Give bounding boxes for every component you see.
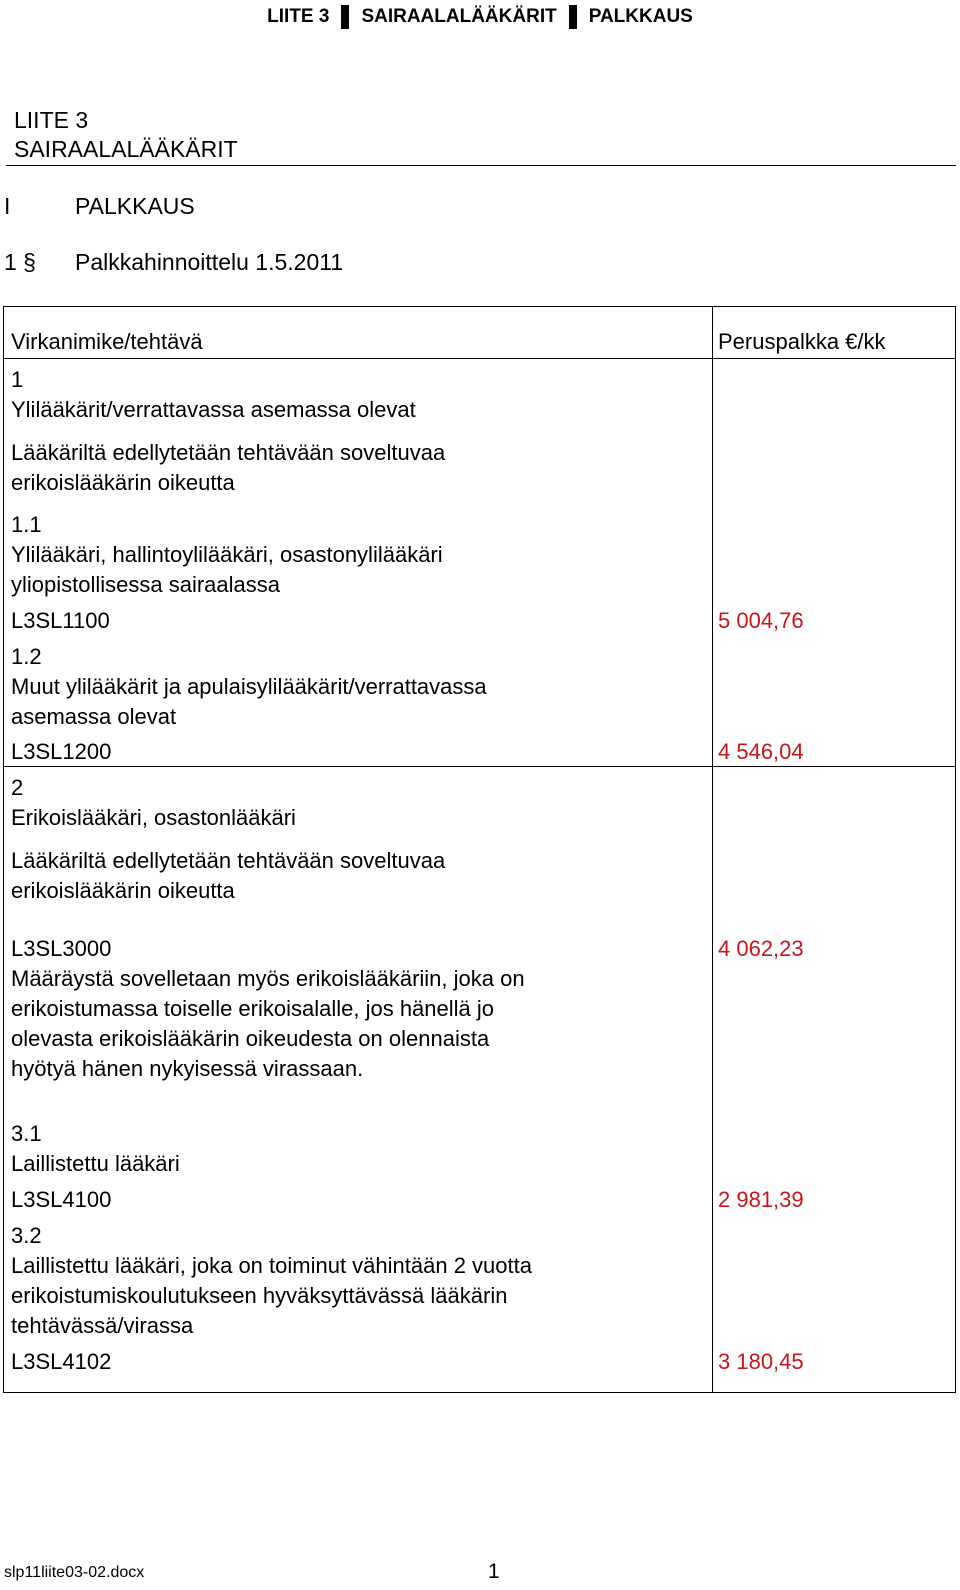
- row-3-1-salary: 2 981,39: [718, 1187, 804, 1212]
- row-1-1-title-line-1: Ylilääkäri, hallintoylilääkäri, osastonylilääkäri: [11, 542, 443, 567]
- group-2-note-line-3: olevasta erikoislääkärin oikeudesta on olennaista: [11, 1026, 490, 1051]
- row-1-1-number: 1.1: [11, 512, 42, 537]
- group-2-requirement-line-1: Lääkäriltä edellytetään tehtävään soveltuvaa: [11, 848, 446, 873]
- running-header: [0, 4, 960, 30]
- row-1-2-title-line-1: Muut ylilääkärit ja apulaisylilääkärit/verrattavassa: [11, 674, 487, 699]
- row-1-2-title-line-2: asemassa olevat: [11, 704, 177, 729]
- document-title-line-2: SAIRAALALÄÄKÄRIT: [14, 136, 238, 162]
- document-title-line-1: LIITE 3: [14, 107, 89, 133]
- row-1-1-code: L3SL1100: [11, 608, 110, 633]
- group-divider: [4, 766, 955, 767]
- group-2-code: L3SL3000: [11, 936, 112, 961]
- column-header-salary: Peruspalkka €/kk: [718, 329, 886, 354]
- paragraph-label: Palkkahinnoittelu 1.5.2011: [75, 249, 344, 275]
- group-2-note-line-2: erikoistumassa toiselle erikoisalalle, jos hänellä jo: [11, 996, 495, 1021]
- row-3-2-code: L3SL4102: [11, 1349, 112, 1374]
- group-2-number: 2: [11, 775, 24, 800]
- group-1-requirement-line-1: Lääkäriltä edellytetään tehtävään soveltuvaa: [11, 440, 446, 465]
- salary-table: [3, 306, 956, 1393]
- row-3-2-title-line-2: erikoistumiskoulutukseen hyväksyttävässä lääkärin: [11, 1283, 508, 1308]
- row-3-2-number: 3.2: [11, 1223, 42, 1248]
- row-3-2-title-line-3: tehtävässä/virassa: [11, 1313, 194, 1338]
- footer-filename: slp11liite03-02.docx: [4, 1564, 145, 1581]
- row-1-1-title-line-2: yliopistollisessa sairaalassa: [11, 572, 281, 597]
- paragraph-heading: [4, 248, 343, 277]
- row-1-2-salary: 4 546,04: [718, 739, 804, 764]
- header-separator-bar: [341, 5, 349, 29]
- group-2-note-line-4: hyötyä hänen nykyisessä virassaan.: [11, 1056, 364, 1081]
- running-header-topic: PALKKAUS: [588, 6, 693, 27]
- section-heading: [4, 192, 195, 221]
- group-2-salary: 4 062,23: [718, 936, 804, 961]
- group-2-requirement-line-2: erikoislääkärin oikeutta: [11, 878, 235, 903]
- header-separator-bar: [569, 5, 577, 29]
- group-1-title: Ylilääkärit/verrattavassa asemassa olevat: [11, 397, 416, 422]
- row-3-1-title: Laillistettu lääkäri: [11, 1151, 180, 1176]
- row-1-1-salary: 5 004,76: [718, 608, 804, 633]
- group-2-title: Erikoislääkäri, osastonlääkäri: [11, 805, 296, 830]
- section-label: PALKKAUS: [75, 193, 195, 219]
- running-header-group: SAIRAALALÄÄKÄRIT: [361, 6, 557, 27]
- group-1-number: 1: [11, 367, 24, 392]
- row-1-2-code: L3SL1200: [11, 739, 112, 764]
- document-title: [14, 106, 238, 164]
- group-2-note-line-1: Määräystä sovelletaan myös erikoislääkäriin, joka on: [11, 966, 525, 991]
- paragraph-number: 1 §: [4, 249, 36, 275]
- row-3-2-title-line-1: Laillistettu lääkäri, joka on toiminut vähintään 2 vuotta: [11, 1253, 532, 1278]
- header-row-divider: [4, 358, 955, 359]
- section-number: I: [4, 193, 11, 219]
- title-underline: [6, 165, 956, 166]
- row-3-2-salary: 3 180,45: [718, 1349, 804, 1374]
- row-3-1-code: L3SL4100: [11, 1187, 112, 1212]
- column-divider: [712, 307, 713, 1392]
- running-header-appendix: LIITE 3: [267, 6, 330, 27]
- group-1-requirement-line-2: erikoislääkärin oikeutta: [11, 470, 235, 495]
- row-3-1-number: 3.1: [11, 1121, 42, 1146]
- row-1-2-number: 1.2: [11, 644, 42, 669]
- column-header-title: Virkanimike/tehtävä: [11, 329, 203, 354]
- footer-page-number: 1: [488, 1560, 500, 1583]
